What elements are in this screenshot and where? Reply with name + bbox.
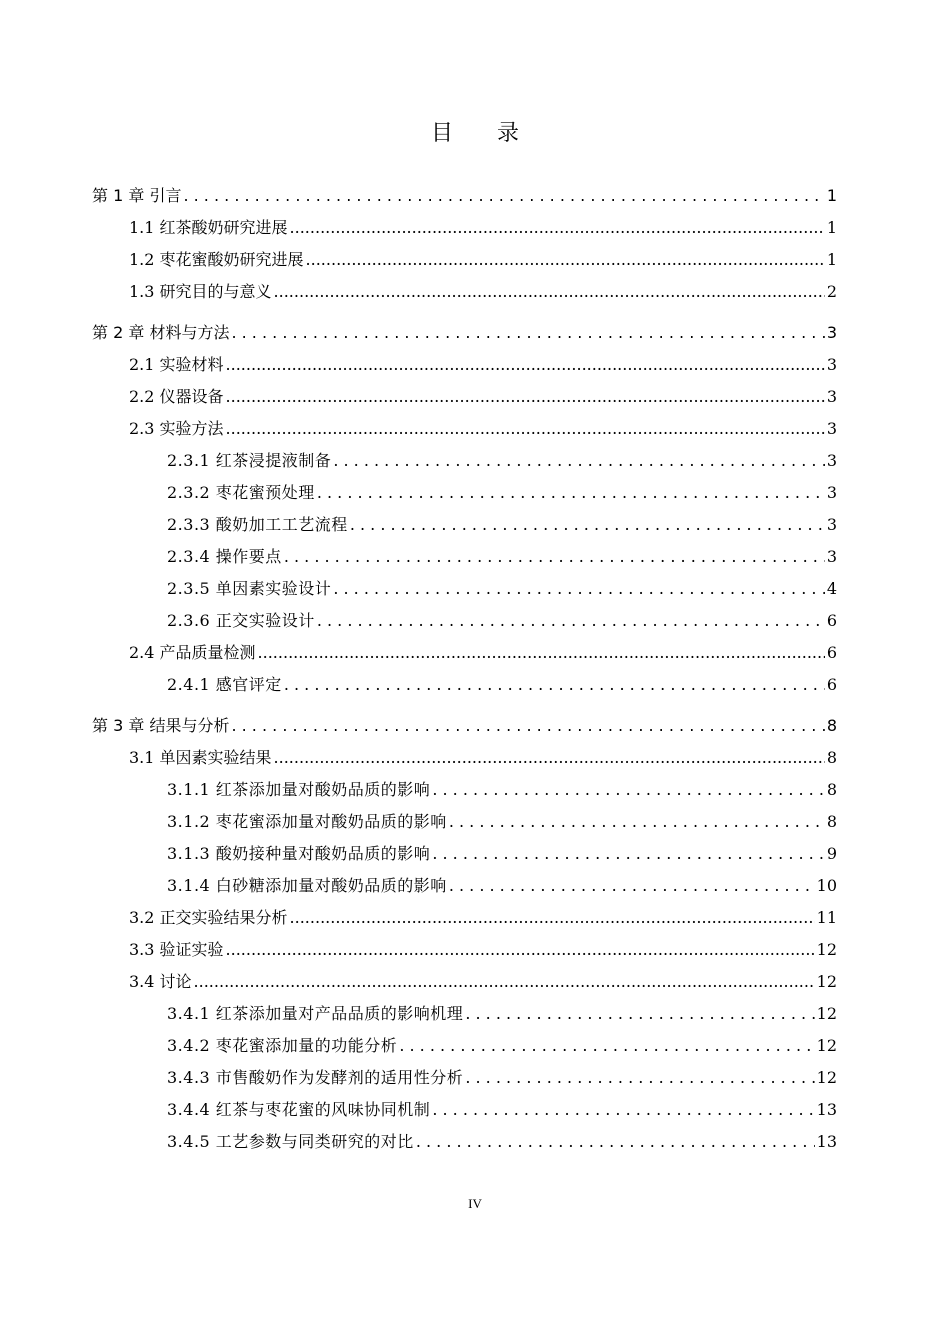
toc-entry[interactable] (92, 246, 837, 274)
toc-entry-page-number: 3 (826, 419, 837, 438)
toc-entry-page-number: 3 (826, 451, 837, 470)
toc-entry[interactable] (92, 607, 837, 635)
toc-entry-label: 3.4.1 红茶添加量对产品品质的影响机理 (167, 1004, 464, 1023)
toc-entry-label: 2.3.2 枣花蜜预处理 (167, 483, 315, 502)
toc-dot-leader (432, 840, 825, 868)
toc-entry[interactable] (92, 712, 837, 740)
toc-entry[interactable] (92, 575, 837, 603)
toc-entry-page-number: 1 (826, 218, 837, 237)
toc-dot-leader (284, 543, 825, 571)
toc-dot-leader (306, 246, 825, 274)
toc-entry-page-number: 3 (826, 323, 837, 342)
toc-entry[interactable] (92, 214, 837, 242)
toc-dot-leader (465, 1064, 814, 1092)
toc-entry[interactable] (92, 936, 837, 964)
toc-dot-leader (432, 1096, 814, 1124)
toc-entry-page-number: 9 (826, 844, 837, 863)
toc-entry[interactable] (92, 1032, 837, 1060)
toc-entry-label: 2.2 仪器设备 (129, 387, 224, 406)
toc-entry[interactable] (92, 744, 837, 772)
toc-entry[interactable] (92, 872, 837, 900)
toc-entry[interactable] (92, 511, 837, 539)
toc-dot-leader (432, 776, 825, 804)
toc-entry-label: 1.2 枣花蜜酸奶研究进展 (129, 250, 304, 269)
toc-entry[interactable] (92, 671, 837, 699)
toc-dot-leader (226, 351, 825, 379)
toc-heading-char-2: 录 (497, 121, 520, 146)
toc-entry-label: 3.1.3 酸奶接种量对酸奶品质的影响 (167, 844, 431, 863)
toc-entry-label: 2.3.3 酸奶加工工艺流程 (167, 515, 348, 534)
toc-dot-leader (416, 1128, 815, 1156)
toc-entry[interactable] (92, 776, 837, 804)
toc-entry-page-number: 6 (826, 643, 837, 662)
toc-entry-label: 3.4.4 红茶与枣花蜜的风味协同机制 (167, 1100, 431, 1119)
toc-heading-char-1: 目 (430, 121, 453, 146)
toc-entry-page-number: 12 (816, 940, 837, 959)
toc-entry-page-number: 8 (826, 812, 837, 831)
toc-heading (0, 116, 950, 147)
toc-entry-page-number: 3 (826, 547, 837, 566)
toc-entry[interactable] (92, 968, 837, 996)
toc-entry-page-number: 1 (826, 186, 837, 205)
toc-dot-leader (226, 936, 815, 964)
toc-entry-label: 3.4.5 工艺参数与同类研究的对比 (167, 1132, 414, 1151)
toc-entry[interactable] (92, 415, 837, 443)
toc-entry-page-number: 6 (826, 611, 837, 630)
toc-entry-label: 3.1 单因素实验结果 (129, 748, 272, 767)
toc-dot-leader (194, 968, 815, 996)
toc-entry[interactable] (92, 1064, 837, 1092)
toc-entry[interactable] (92, 351, 837, 379)
toc-dot-leader (290, 904, 815, 932)
toc-entry-label: 2.4.1 感官评定 (167, 675, 282, 694)
toc-entry-label: 2.3.6 正交实验设计 (167, 611, 315, 630)
toc-entry-label: 2.3 实验方法 (129, 419, 224, 438)
toc-entry-page-number: 4 (826, 579, 837, 598)
toc-entry-page-number: 3 (826, 387, 837, 406)
toc-entry-label: 3.1.4 白砂糖添加量对酸奶品质的影响 (167, 876, 447, 895)
page-number-footer: IV (468, 1196, 482, 1211)
toc-entry[interactable] (92, 639, 837, 667)
toc-dot-leader (317, 607, 825, 635)
toc-dot-leader (226, 415, 825, 443)
toc-entry-label: 第 2 章 材料与方法 (92, 323, 230, 342)
toc-entry-page-number: 6 (826, 675, 837, 694)
toc-dot-leader (399, 1032, 814, 1060)
toc-entry[interactable] (92, 904, 837, 932)
toc-dot-leader (284, 671, 825, 699)
toc-entry-label: 3.1.1 红茶添加量对酸奶品质的影响 (167, 780, 431, 799)
toc-entry-label: 2.4 产品质量检测 (129, 643, 256, 662)
toc-entry[interactable] (92, 182, 837, 210)
toc-entry-label: 3.4.3 市售酸奶作为发酵剂的适用性分析 (167, 1068, 464, 1087)
toc-entry-page-number: 8 (826, 716, 837, 735)
toc-dot-leader (274, 278, 825, 306)
toc-dot-leader (333, 447, 825, 475)
toc-entry[interactable] (92, 840, 837, 868)
toc-entry-label: 2.1 实验材料 (129, 355, 224, 374)
toc-dot-leader (465, 1000, 814, 1028)
toc-entry-label: 1.3 研究目的与意义 (129, 282, 272, 301)
toc-entry-page-number: 13 (816, 1132, 837, 1151)
toc-entry[interactable] (92, 1000, 837, 1028)
toc-entry[interactable] (92, 1128, 837, 1156)
toc-dot-leader (449, 808, 825, 836)
toc-dot-leader (449, 872, 815, 900)
toc-dot-leader (258, 639, 825, 667)
toc-entry[interactable] (92, 479, 837, 507)
toc-entry[interactable] (92, 543, 837, 571)
toc-dot-leader (231, 712, 824, 740)
toc-entry-label: 3.4.2 枣花蜜添加量的功能分析 (167, 1036, 398, 1055)
toc-entry-page-number: 1 (826, 250, 837, 269)
toc-entry-page-number: 12 (816, 1068, 837, 1087)
toc-entry[interactable] (92, 1096, 837, 1124)
toc-entry-page-number: 12 (816, 972, 837, 991)
toc-entry-page-number: 8 (826, 748, 837, 767)
toc-entry-page-number: 12 (816, 1036, 837, 1055)
toc-entry-page-number: 13 (816, 1100, 837, 1119)
toc-entry-page-number: 8 (826, 780, 837, 799)
toc-entry-label: 3.3 验证实验 (129, 940, 224, 959)
toc-entry-label: 2.3.5 单因素实验设计 (167, 579, 332, 598)
toc-dot-leader (333, 575, 825, 603)
toc-entry[interactable] (92, 278, 837, 306)
toc-entry[interactable] (92, 447, 837, 475)
toc-entry-page-number: 10 (816, 876, 837, 895)
toc-entry-page-number: 3 (826, 355, 837, 374)
toc-dot-leader (290, 214, 825, 242)
toc-dot-leader (183, 182, 824, 210)
toc-entry-label: 1.1 红茶酸奶研究进展 (129, 218, 288, 237)
toc-entry-page-number: 3 (826, 483, 837, 502)
toc-entry-label: 3.1.2 枣花蜜添加量对酸奶品质的影响 (167, 812, 447, 831)
toc-entry[interactable] (92, 383, 837, 411)
toc-entry-label: 第 3 章 结果与分析 (92, 716, 230, 735)
toc-entry-label: 3.2 正交实验结果分析 (129, 908, 288, 927)
toc-entry-label: 3.4 讨论 (129, 972, 192, 991)
toc-dot-leader (350, 511, 825, 539)
toc-dot-leader (226, 383, 825, 411)
toc-entry-page-number: 2 (826, 282, 837, 301)
toc-dot-leader (274, 744, 825, 772)
toc-entry-page-number: 3 (826, 515, 837, 534)
toc-dot-leader (317, 479, 825, 507)
toc-entry-label: 2.3.4 操作要点 (167, 547, 282, 566)
toc-entry-page-number: 11 (816, 908, 837, 927)
toc-entry-label: 第 1 章 引言 (92, 186, 182, 205)
toc-entry[interactable] (92, 808, 837, 836)
toc-entry-label: 2.3.1 红茶浸提液制备 (167, 451, 332, 470)
toc-dot-leader (231, 319, 824, 347)
toc-entry-page-number: 12 (816, 1004, 837, 1023)
toc-entry[interactable] (92, 319, 837, 347)
